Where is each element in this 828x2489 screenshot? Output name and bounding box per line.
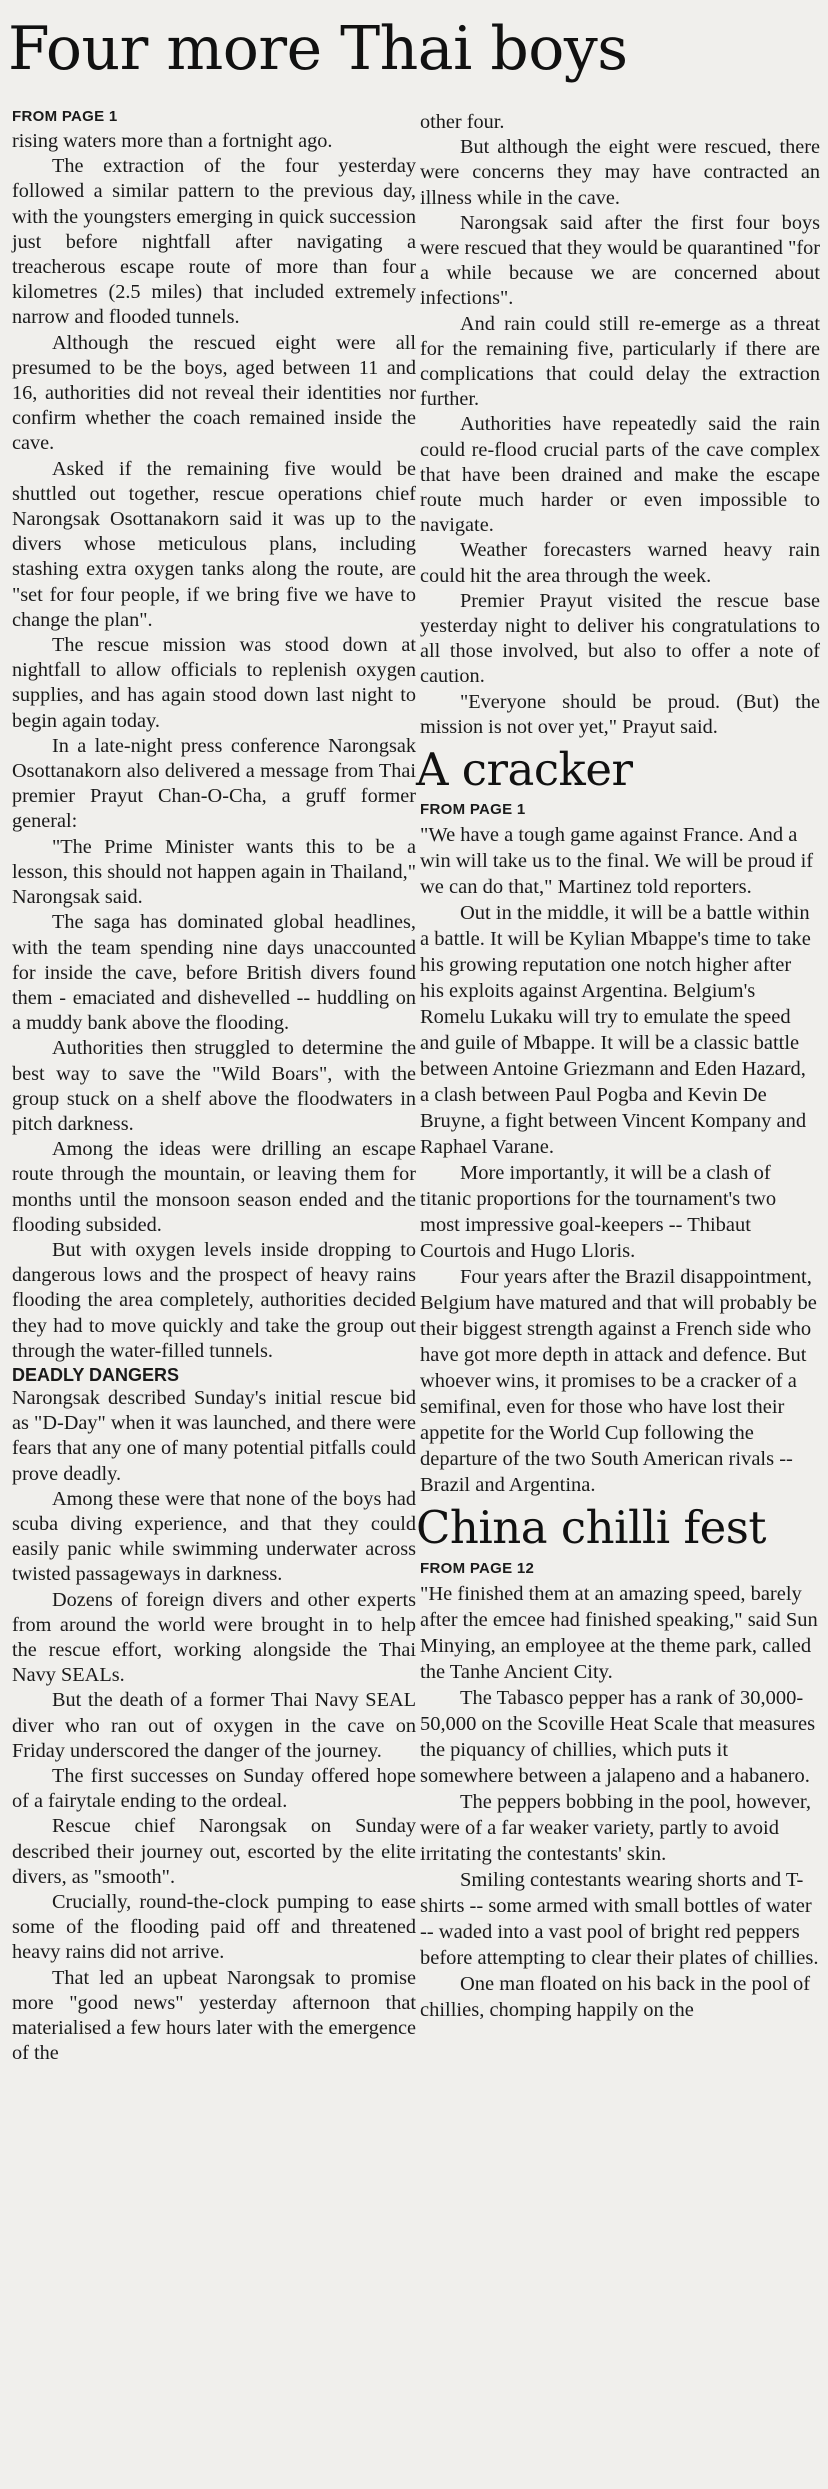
cracker-paragraph: More importantly, it will be a clash of titanic proportions for the tournament's two most impressive goal-keepers -- Thibaut Courtois and Hugo Lloris. [420,1162,777,1263]
thai-paragraph: And rain could still re-emerge as a threat for the remaining five, particularly if there are complications that could delay the extraction further. [420,312,820,411]
thai-headline: Four more Thai boys [8,14,628,84]
thai-paragraph: Among the ideas were drilling an escape route through the mountain, or leaving them for months until the monsoon season ended and the flooding subsided. [12,1138,416,1236]
thai-paragraph: The rescue mission was stood down at nightfall to allow officials to replenish oxygen supplies, and has again stood down last night to begin again today. [12,634,416,732]
chilli-paragraph: One man floated on his back in the pool of chillies, chomping happily on the [420,1972,811,2021]
chilli-paragraph: "He finished them at an amazing speed, barely after the emcee had finished speaking," said Sun Minying, an employee at the theme park, called the Tanhe Ancient City. [420,1582,818,1683]
thai-paragraph: But the death of a former Thai Navy SEAL diver who ran out of oxygen in the cave on Friday underscored the danger of the journey. [12,1689,416,1762]
cracker-kicker: FROM PAGE 1 [420,801,526,819]
thai-paragraph: Premier Prayut visited the rescue base yesterday night to deliver his congratulations to all those involved, but also to offer a note of caution. [420,589,820,688]
thai-paragraph: "Everyone should be proud. (But) the mission is not over yet," Prayut said. [420,690,820,738]
thai-kicker: FROM PAGE 1 [12,108,118,125]
thai-paragraph: In a late-night press conference Narongsak Osottanakorn also delivered a message from Thai premier Prayut Chan-O-Cha, a gruff former general: [12,734,416,833]
left-column [12,108,416,2066]
cracker-paragraph: Out in the middle, it will be a battle within a battle. It will be Kylian Mbappe's time to take his growing reputation one notch higher after his exploits against Argentina. Belgium's Romelu Lukaku will try to emulate the speed and guile of Mbappe. It will be a classic battle between Antoine Griezmann and Eden Hazard, a clash between Paul Pogba and Kevin De Bruyne, a fight between Vincent Kompany and Raphael Varane. [420,902,811,1159]
thai-paragraph: Authorities have repeatedly said the rain could re-flood crucial parts of the cave complex that have been drained and make the escape route much harder or even impossible to navigate. [420,413,820,537]
thai-paragraph: rising waters more than a fortnight ago. [12,130,333,152]
chilli-headline: China chilli fest [416,1501,766,1555]
thai-paragraph: Rescue chief Narongsak on Sunday described their journey out, escorted by the elite divers, as "smooth". [12,1815,416,1888]
cracker-headline: A cracker [416,743,633,797]
thai-paragraph: Narongsak described Sunday's initial rescue bid as "D-Day" when it was launched, and there were fears that any one of many potential pitfalls could prove deadly. [12,1386,416,1485]
thai-paragraph: But although the eight were rescued, there were concerns they may have contracted an illness while in the cave. [420,136,820,209]
right-column [416,110,820,2023]
thai-paragraph: Authorities then struggled to determine the best way to save the "Wild Boars", with the group stuck on a shelf above the floodwaters in pitch darkness. [12,1037,416,1135]
thai-paragraph: Crucially, round-the-clock pumping to ease some of the flooding paid off and threatened heavy rains did not arrive. [12,1891,416,1964]
thai-paragraph: But with oxygen levels inside dropping to dangerous lows and the prospect of heavy rains flooding the area completely, authorities decided they had to move quickly and take the group out through the water-filled tunnels. [12,1238,416,1362]
thai-paragraph: The extraction of the four yesterday followed a similar pattern to the previous day, with the youngsters emerging in quick succession just before nightfall after navigating a treacherous escape route of more than four kilometres (2.5 miles) that included extremely narrow and flooded tunnels. [12,155,416,329]
thai-paragraph: Among these were that none of the boys had scuba diving experience, and that they could easily panic while swimming underwater across twisted passageways in darkness. [12,1487,416,1586]
chilli-kicker: FROM PAGE 12 [420,1559,535,1577]
thai-paragraph: Asked if the remaining five would be shuttled out together, rescue operations chief Narongsak Osottanakorn said it was up to the divers whose meticulous plans, including stashing extra oxygen tanks along the route, are "set for four people, if we bring five we have to change the plan". [12,457,416,631]
chilli-paragraph: Smiling contestants wearing shorts and T-shirts -- some armed with small bottles of water -- waded into a vast pool of bright red peppers before attempting to clear their plates of chillies. [420,1868,819,1969]
cracker-paragraph: Four years after the Brazil disappointment, Belgium have matured and that will probably be their biggest strength against a French side who have got more depth in attack and defence. But whoever wins, it promises to be a cracker of a semifinal, even for those who have lost their appetite for the World Cup following the departure of the two South American rivals -- Brazil and Argentina. [420,1266,817,1497]
deadly-dangers-subhead: DEADLY DANGERS [12,1364,180,1385]
thai-paragraph: The first successes on Sunday offered hope of a fairytale ending to the ordeal. [12,1765,416,1813]
thai-paragraph: Weather forecasters warned heavy rain could hit the area through the week. [420,539,820,587]
thai-paragraph: That led an upbeat Narongsak to promise more "good news" yesterday afternoon that materialised a few hours later with the emergence of the [12,1966,416,2065]
chilli-paragraph: The Tabasco pepper has a rank of 30,000-50,000 on the Scoville Heat Scale that measures the piquancy of chillies, which puts it somewhere between a jalapeno and a habanero. [420,1686,816,1787]
cracker-paragraph: "We have a tough game against France. And a win will take us to the final. We will be proud if we can do that," Martinez told reporters. [420,824,814,899]
thai-paragraph: Dozens of foreign divers and other experts from around the world were brought in to help the rescue effort, working alongside the Thai Navy SEALs. [12,1588,416,1687]
thai-paragraph: Although the rescued eight were all presumed to be the boys, aged between 11 and 16, authorities did not reveal their identities nor confirm whether the coach remained inside the cave. [12,331,416,455]
chilli-paragraph: The peppers bobbing in the pool, however, were of a far weaker variety, partly to avoid irritating the contestants' skin. [420,1790,812,1865]
thai-paragraph: other four. [420,111,505,133]
thai-paragraph: "The Prime Minister wants this to be a lesson, this should not happen again in Thailand," Narongsak said. [12,835,416,909]
thai-paragraph: The saga has dominated global headlines, with the team spending nine days unaccounted for inside the cave, before British divers found them - emaciated and dishevelled -- huddling on a muddy bank above the flooding. [12,911,416,1035]
thai-paragraph: Narongsak said after the first four boys were rescued that they would be quarantined "for a while because we are concerned about infections". [420,211,820,310]
